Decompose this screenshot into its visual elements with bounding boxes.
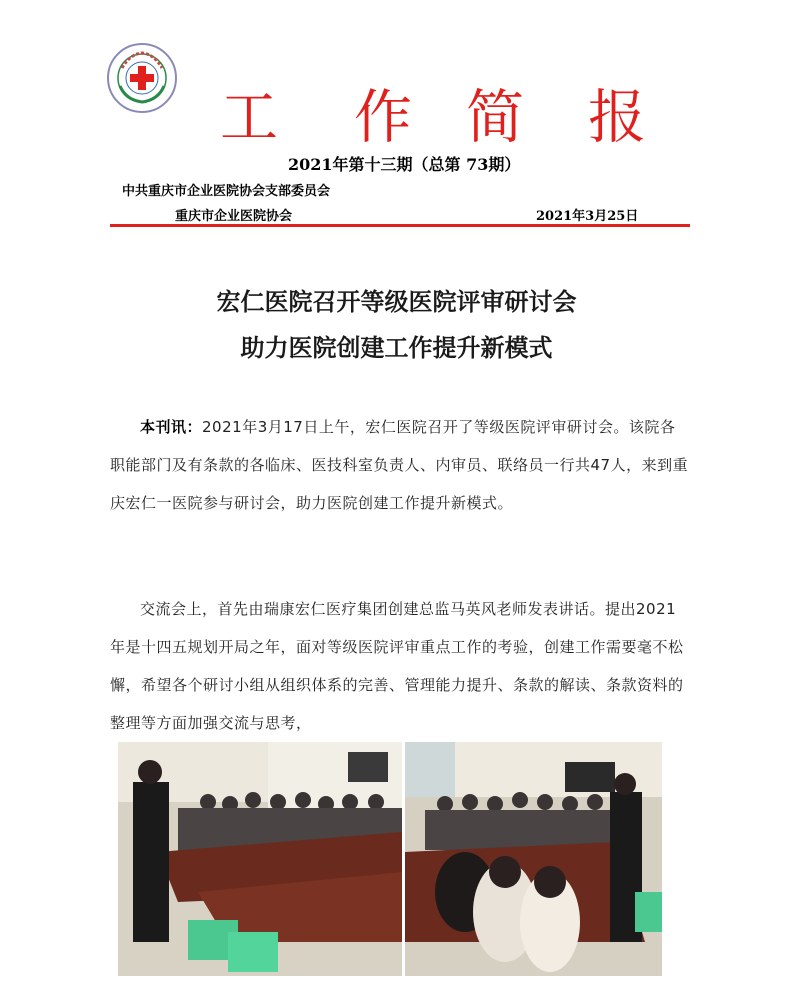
publisher-line-2: 重庆市企业医院协会 bbox=[175, 209, 293, 224]
issue-number: 2021年第十三期（总第 73期） bbox=[288, 155, 521, 174]
lead-label: 本刊讯： bbox=[140, 418, 203, 436]
masthead-char: 工 bbox=[220, 83, 279, 151]
article-title-line-2: 助力医院创建工作提升新模式 bbox=[240, 333, 553, 362]
masthead-char: 简 bbox=[466, 83, 525, 151]
header-divider bbox=[110, 224, 690, 227]
paragraph-1-text: 2021年3月17日上午，宏仁医院召开了等级医院评审研讨会。该院各职能部门及有条款的各临床、医技科室负责人、内审员、联络员一行共47人，来到重庆宏仁一医院参与研讨会，助力医院创建工作提升新模式。 bbox=[110, 418, 689, 512]
masthead-char: 作 bbox=[354, 83, 413, 151]
article-title-line-1: 宏仁医院召开等级医院评审研讨会 bbox=[216, 287, 577, 316]
meeting-photo-left bbox=[118, 742, 402, 976]
article-paragraph-1 bbox=[110, 408, 690, 522]
masthead-char: 报 bbox=[588, 83, 647, 151]
publisher-line-1: 中共重庆市企业医院协会支部委员会 bbox=[122, 184, 331, 199]
paragraph-2-text: 交流会上，首先由瑞康宏仁医疗集团创建总监马英风老师发表讲话。提出2021年是十四五规划开局之年，面对等级医院评审重点工作的考验，创建工作需要毫不松懈，希望各个研讨小组从组织体系的完善、管理能力提升、条款的解读、条款资料的整理等方面加强交流与思考， bbox=[110, 600, 684, 732]
publish-date: 2021年3月25日 bbox=[536, 209, 639, 224]
association-seal-logo bbox=[106, 42, 178, 114]
meeting-photo-right bbox=[405, 742, 662, 976]
article-paragraph-2 bbox=[110, 590, 690, 742]
masthead-title bbox=[220, 70, 660, 151]
